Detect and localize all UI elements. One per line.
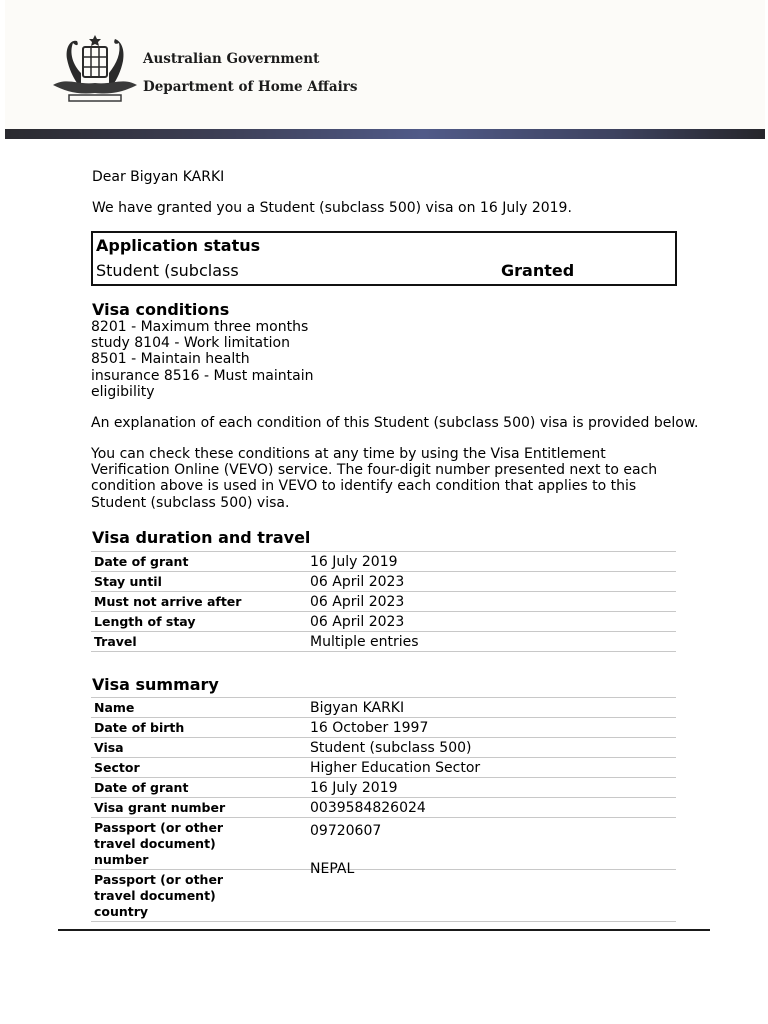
- condition-line: insurance 8516 - Must maintain: [91, 367, 314, 384]
- row-label: Sector: [91, 758, 307, 778]
- row-label: Visa: [91, 738, 307, 758]
- row-value: 16 July 2019: [307, 552, 676, 572]
- visa-summary-table: [91, 697, 676, 922]
- vevo-line: condition above is used in VEVO to identify each condition that applies to this: [91, 478, 637, 495]
- letterhead: [5, 0, 765, 131]
- condition-line: eligibility: [91, 383, 155, 400]
- table-row: [91, 698, 676, 718]
- table-row: [91, 778, 676, 798]
- vevo-line: Student (subclass 500) visa.: [91, 494, 290, 511]
- row-label: Date of birth: [91, 718, 307, 738]
- status-visa-type: Student (subclass: [96, 261, 239, 280]
- row-value: Student (subclass 500): [307, 738, 676, 758]
- label-line: number: [94, 851, 149, 867]
- row-value: 06 April 2023: [307, 592, 676, 612]
- row-label: Must not arrive after: [91, 592, 307, 612]
- table-row: [91, 738, 676, 758]
- condition-line: study 8104 - Work limitation: [91, 335, 290, 352]
- table-row: [91, 632, 676, 652]
- visa-duration-heading: Visa duration and travel: [92, 528, 311, 547]
- coat-of-arms-icon: [47, 33, 143, 103]
- visa-duration-table: [91, 551, 676, 652]
- org-name: Australian Government: [143, 51, 320, 67]
- visa-conditions-heading: Visa conditions: [92, 300, 230, 319]
- row-label: Name: [91, 698, 307, 718]
- grant-intro: We have granted you a Student (subclass 500) visa on 16 July 2019.: [92, 200, 572, 216]
- table-row: [91, 798, 676, 818]
- header-band: [5, 129, 765, 139]
- visa-summary-heading: Visa summary: [92, 675, 219, 694]
- table-row: [91, 592, 676, 612]
- row-value: 06 April 2023: [307, 572, 676, 592]
- row-label: [91, 870, 307, 922]
- row-value: 06 April 2023: [307, 612, 676, 632]
- vevo-paragraph: [91, 446, 657, 511]
- label-line: country: [94, 903, 149, 919]
- status-value: Granted: [501, 261, 575, 280]
- label-line: Passport (or other: [94, 871, 224, 887]
- visa-conditions-list: [91, 319, 313, 400]
- table-row: [91, 870, 676, 922]
- row-value: Multiple entries: [307, 632, 676, 652]
- row-label: Length of stay: [91, 612, 307, 632]
- vevo-line: You can check these conditions at any time by using the Visa Entitlement: [91, 446, 606, 462]
- department-name: Department of Home Affairs: [143, 79, 358, 95]
- row-label: Stay until: [91, 572, 307, 592]
- table-row: [91, 572, 676, 592]
- condition-line: 8201 - Maximum three months: [91, 319, 309, 335]
- row-value: NEPAL: [307, 861, 676, 913]
- application-status-box: [91, 231, 677, 286]
- row-value: Higher Education Sector: [307, 758, 676, 778]
- row-value: Bigyan KARKI: [307, 698, 676, 718]
- greeting: Dear Bigyan KARKI: [92, 169, 225, 185]
- table-row: [91, 758, 676, 778]
- table-row: [91, 718, 676, 738]
- row-label: [91, 818, 307, 870]
- row-value: 0039584826024: [307, 798, 676, 818]
- row-label: Travel: [91, 632, 307, 652]
- conditions-explanation: [91, 415, 698, 431]
- row-label: Date of grant: [91, 552, 307, 572]
- condition-line: 8501 - Maintain health: [91, 351, 250, 368]
- explanation-line: An explanation of each condition of this Student (subclass 500) visa is provided below.: [91, 415, 699, 431]
- table-row: [91, 552, 676, 572]
- status-title: Application status: [96, 236, 261, 255]
- label-line: travel document): [94, 835, 216, 851]
- row-value: 16 October 1997: [307, 718, 676, 738]
- label-line: Passport (or other: [94, 819, 224, 835]
- footer-rule: [58, 929, 710, 931]
- label-line: travel document): [94, 887, 216, 903]
- row-value: 16 July 2019: [307, 778, 676, 798]
- vevo-line: Verification Online (VEVO) service. The four-digit number presented next to each: [91, 462, 658, 479]
- row-label: Date of grant: [91, 778, 307, 798]
- row-label: Visa grant number: [91, 798, 307, 818]
- row-value: 09720607: [307, 818, 676, 870]
- table-row: [91, 612, 676, 632]
